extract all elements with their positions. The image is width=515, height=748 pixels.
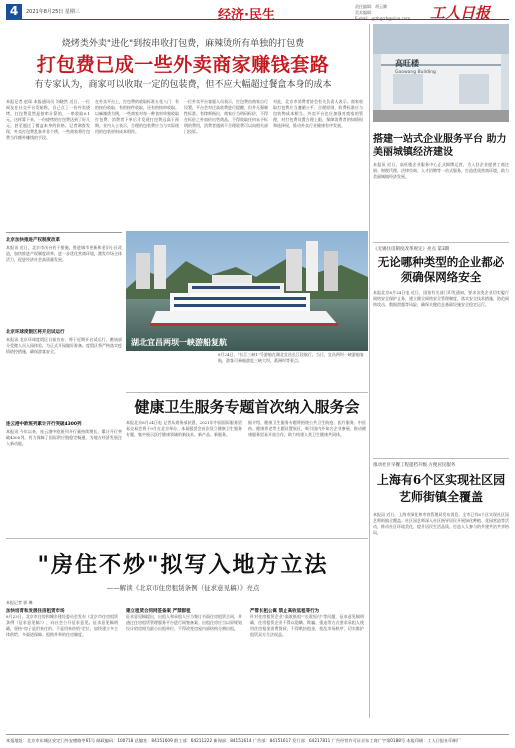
law-subhead-3: 严管长租公寓 禁止高收低租等行为 xyxy=(250,609,320,614)
photo-caption-title: 湖北宜昌两坝一峡游船复航 xyxy=(131,338,227,347)
main-headline: 打包费已成一些外卖商家赚钱套路 xyxy=(36,54,330,76)
brief-text-3: 本报讯 今年以来，连云港中欧班列开行量持续增长，累计开行突破4300列，有力保障了国际供应链稳定畅通，为地方经济发展注入新动能。 xyxy=(6,429,122,446)
law-story-col-3 xyxy=(250,608,364,730)
brief-headline-1: 北京加快推进产权制度改革 xyxy=(6,238,60,243)
page-number: 4 xyxy=(6,4,22,19)
section-divider xyxy=(126,392,368,393)
main-kicker: 烧烤类外卖"进化"到按串收打包费，麻辣烫所有单独的打包费 xyxy=(61,39,305,49)
main-subheadline: 有专家认为，商家可以收取一定的包装费，但不应大幅超过餐盒本身的成本 xyxy=(34,80,332,90)
health-headline: 健康卫生服务专题首次纳入服务会 xyxy=(134,398,360,416)
law-subhead-1: 加快培育和发展住房租赁市场 xyxy=(6,609,65,614)
masthead-logo: 工人日报 xyxy=(430,4,491,22)
header-rule xyxy=(6,19,509,20)
law-headline: "房住不炒"拟写入地方立法 xyxy=(37,552,329,578)
right-kicker-2: 《无锡住房制度改革规定》亮点 第3期 xyxy=(373,247,450,252)
page-footer: 本报地址：北京市东城区安定门外安德路甲61号 邮政编码：100718 总编室：84151609 群工部：64211222 新闻部：84151614 广告部：84151617 发行部：64217811 广告经营许可证京东工商广字第0188号 本报印刷：工人日报社印刷厂 xyxy=(6,734,509,744)
right-text-2: 本报北京8月24日电 近日，国家有关部门印发通知，要求各类企业切实履行网络安全保护义务，建立健全网络安全管理制度，落实安全技术措施，防范网络攻击、数据泄露等风险，确保关键信息基础设施安全稳定运行。 xyxy=(373,290,509,307)
right-text-1: 本报讯 近日，高旺楼企业服务中心正式揭牌运营，为入驻企业提供工商注册、财税代理、法律咨询、人才招聘等一站式服务，打造优质营商环境，助力美丽城镇经济发展。 xyxy=(373,162,509,179)
law-story-col-2 xyxy=(126,608,242,730)
building-ad-photo xyxy=(373,24,509,122)
brief-text-1: 本报讯 近日，北京市出台若干措施，推进城市更新和老旧小区改造，加快推进产权制度改革，进一步优化营商环境，激发市场主体活力，促进经济社会高质量发展。 xyxy=(6,245,122,262)
main-story-col-3: 一位外卖平台客服人员表示，打包费由商家自行设置，平台会对过高收费进行提醒，但并无强制性标准。有律师指出，商家应当明码标价，不得在标价之外加价出售商品，不得收取任何未予标明的费用，消费者遇到不合理收费可以向相关部门投诉。 xyxy=(184,99,268,134)
main-story-col-2: 在外卖平台上，打包费的收取标准五花八门：有的按份收取，有的按件收取，还有的按串收取。以麻辣烫为例，一些商家对每一种食材单独收取打包费，消费者下单后才发现打包费远高于预期。业内人士表示，合理的包装费应当与实际使用的包装材料成本相符。 xyxy=(95,99,179,134)
main-story-col-1: 本报记者 赵琛 本报通讯员 刘晓然 近日，一位网友在社交平台发帖称，自己点了一份外卖烧烤，打包费竟然是按串计算的，一串收取0.1元。这样算下来，一份烧烤的打包费达到了好几元，甚至超过了餐盒本身的价格。记者调查发现，外卖打包费乱象并非个例，一些商家将打包费当作额外赚钱的手段。 xyxy=(6,99,90,140)
right-headline-2: 无论哪种类型的企业都必须确保网络安全 xyxy=(377,255,505,284)
law-text-1: 8月23日，北京市住房和城乡建设委员会发布《北京市住房租赁条例（征求意见稿）》，向社会公开征求意见。征求意见稿明确，坚持"房子是用来住的、不是用来炒的"定位，加快建立多主体供给、多渠道保障、租购并举的住房制度。 xyxy=(6,614,118,637)
law-subhead-2: 建立租赁合同网签备案 严禁群租 xyxy=(126,609,191,614)
section-divider xyxy=(6,538,368,539)
brief-text-2: 本报讯 北京环球度假区日前宣布，将于近期开启试运行，邀请部分受邀人员入园体验，为正式开园做好准备。度假区将严格落实疫情防控措施，确保游客安全。 xyxy=(6,337,122,354)
photo-caption: 8月24日，"长江三峡1"号游船在湖北宜昌长江段航行。当日，宜昌两坝一峡游船复航，游客可乘船游览三峡大坝、葛洲坝等景点。 xyxy=(218,352,364,363)
law-text-3: 针对住房租赁企业"高收低租""长收短付"等问题，征求意见稿明确，住房租赁企业不得以隐瞒、欺骗、强迫等方式要求承租人使用住房租金消费贷款，不得哄抬租金，扰乱市场秩序，切实维护租赁双方合法权益。 xyxy=(250,614,364,637)
brief-headline-3: 连云港中欧班列累计开行突破4300列 xyxy=(6,422,82,427)
right-headline-1: 搭建一站式企业服务平台 助力美丽城镇经济建设 xyxy=(373,134,507,158)
health-story-col-1: 本报北京8月24日电 记者从商务部获悉，2021年中国国际服务贸易交易会将于9月在北京举办，本届服贸会首次设立健康卫生服务专题，集中展示医疗健康领域的新技术、新产品、新服务。 xyxy=(126,420,242,437)
law-subheadline: ——解读《北京市住房租赁条例（征求意见稿）》亮点 xyxy=(106,584,260,592)
section-name: 经济·民生 xyxy=(218,8,275,23)
law-story-col-1 xyxy=(6,608,118,730)
ad-brand-subtext: Gaowang Building xyxy=(395,70,436,75)
ad-brand-text: 高旺楼 xyxy=(395,59,419,68)
section-divider xyxy=(373,458,509,459)
right-text-3: 本报讯 近日，上海市绿化和市容管理局发布消息，全市已有6个区实现社区园艺师街镇全覆盖。社区园艺师深入社区指导居民开展绿化种植、花园营造等活动，推动社区环境美化，提升居民生活品质，打造人人参与的共建共治共享格局。 xyxy=(373,512,509,535)
editor-info: 责任编辑：胡云腾 美术编辑： E-mail：grrbgrrb@sina.com xyxy=(355,4,411,21)
issue-date: 2021年8月25日 星期三 xyxy=(26,9,80,15)
cruise-ship-photo xyxy=(126,231,368,351)
column-divider xyxy=(369,24,370,718)
right-kicker-3: 推动社区早餐工程提档升级 方便居民服务 xyxy=(373,463,456,468)
right-headline-3: 上海有6个区实现社区园艺师街镇全覆盖 xyxy=(376,473,506,504)
law-byline: 本报记者 郭 琳 xyxy=(6,600,33,605)
section-divider xyxy=(373,242,509,243)
main-story-col-4: 对此，北京市消费者协会有关负责人表示，商家收取打包费应当遵循公平、合理原则，收费标准应与包装物成本相当。外卖平台也应加强对商家的管理，对打包费设置合理上限，保障消费者的知情权和选择权，推动外卖行业健康有序发展。 xyxy=(273,99,363,128)
brief-headline-2: 北京环球度假区将开启试运行 xyxy=(6,330,65,335)
health-story-col-2: 据介绍，健康卫生服务专题将围绕公共卫生防疫、医疗服务、中医药、健康养老等主题设置展区，吸引国内外知名企业参展，推动健康服务贸易开放合作，助力构建人类卫生健康共同体。 xyxy=(248,420,366,437)
law-text-2: 征求意见稿提出，出租人和承租人应当签订书面住房租赁合同，并通过住房租赁管理服务平台进行网签备案。出租住房应当以原规划设计的房间为最小出租单位，不得改变房屋内部结构分割出租。 xyxy=(126,614,242,631)
news-brief-box xyxy=(6,232,122,534)
